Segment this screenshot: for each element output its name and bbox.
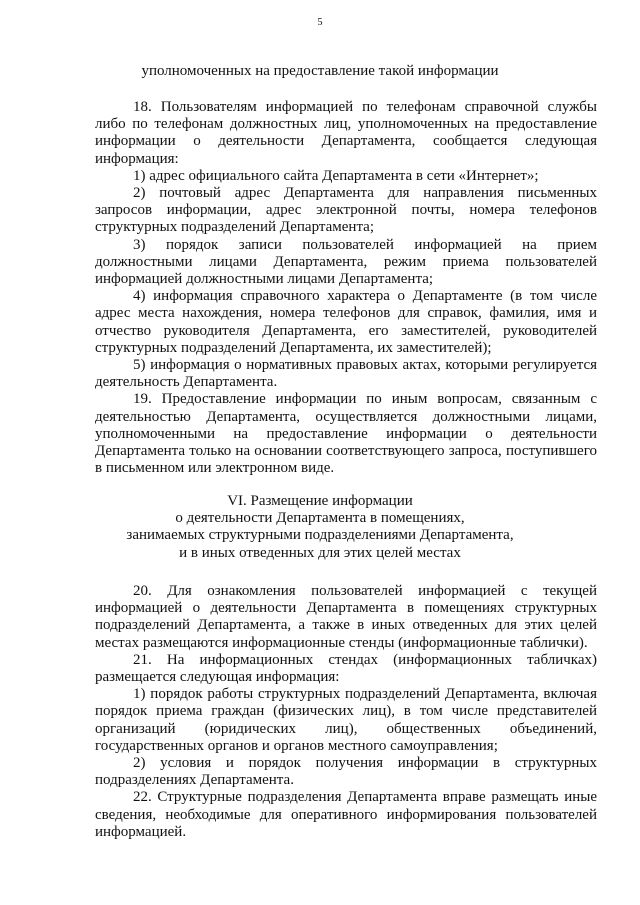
- paragraph-21: 21. На информационных стендах (информационных табличках) размещается следующая информация:: [95, 651, 597, 686]
- list-item-4: 4) информация справочного характера о Департаменте (в том числе адрес места нахождения, номера телефонов для справок, фамилия, имя и отчество руководителя Департамента, его заместителей, руководителей структурных подразделений Департамента, их заместителей);: [95, 288, 597, 356]
- paragraph-22: 22. Структурные подразделения Департамента вправе размещать иные сведения, необходимые для оперативного информирования пользователей информацией.: [95, 789, 597, 840]
- list-item-5: 5) информация о нормативных правовых актах, которыми регулируется деятельность Департамента.: [95, 357, 597, 391]
- section-heading: [0, 493, 640, 562]
- continuation-line: уполномоченных на предоставление такой информации: [141, 63, 499, 79]
- page-number: 5: [317, 17, 323, 28]
- list-item-2: 2) почтовый адрес Департамента для направления письменных запросов информации, адрес электронной почты, номера телефонов структурных подразделений Департамента;: [95, 185, 597, 236]
- heading-line: и в иных отведенных для этих целей местах: [179, 544, 461, 561]
- paragraph-18: 18. Пользователям информацией по телефонам справочной службы либо по телефонам должностных лиц, уполномоченных на предоставление информации о деятельности Департамента, сообщается следующая информация:: [95, 99, 597, 167]
- paragraph-19: 19. Предоставление информации по иным вопросам, связанным с деятельностью Департамента, осуществляется должностными лицами, уполномоченными на предоставление информации о деятельности Департамента только на основании соответствующего запроса, поступившего в письменном или электронном виде.: [95, 391, 597, 477]
- section-paragraphs-18-19: [95, 99, 597, 477]
- list-item-1: 1) адрес официального сайта Департамента в сети «Интернет»;: [133, 167, 539, 184]
- heading-line: о деятельности Департамента в помещениях,: [175, 510, 465, 527]
- paragraph-20: 20. Для ознакомления пользователей информацией с текущей информацией о деятельности Департамента в помещениях структурных подразделений Департамента, а также в иных отведенных для этих целей местах размещаются информационные стенды (информационные таблички).: [95, 583, 597, 651]
- list-item-1: 1) порядок работы структурных подразделений Департамента, включая порядок приема граждан (физических лиц), в том числе представителей организаций (юридических лиц), общественных объединений, государственных органов и органов местного самоуправления;: [95, 686, 597, 754]
- list-item-2: 2) условия и порядок получения информации в структурных подразделениях Департамента.: [95, 755, 597, 789]
- list-item-3: 3) порядок записи пользователей информацией на прием должностными лицами Департамента, режим приема пользователей информацией должностными лицами Департамента;: [95, 236, 597, 288]
- heading-line: занимаемых структурными подразделениями Департамента,: [126, 527, 514, 544]
- heading-line: VI. Размещение информации: [227, 493, 413, 509]
- section-paragraphs-20-22: [95, 583, 597, 841]
